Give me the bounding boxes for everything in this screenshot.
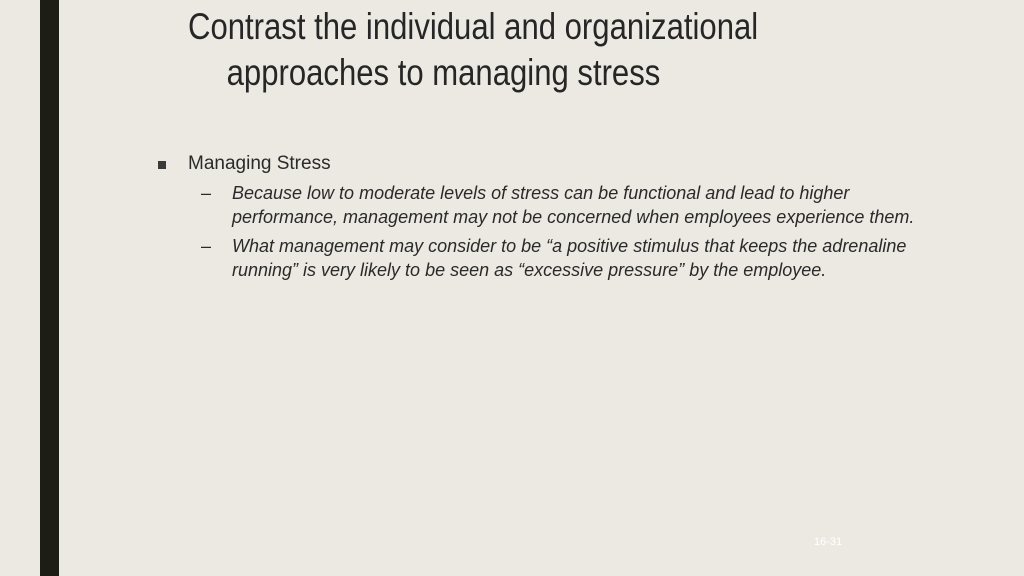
square-bullet-icon [158,161,166,169]
sub-bullet-list [155,181,915,282]
sub-bullet-text: Because low to moderate levels of stress can be functional and lead to higher performance, management may not be concerned when employees experience them. [232,183,915,227]
slide-number: 16-31 [814,536,843,548]
bullet-label: Managing Stress [188,153,331,174]
accent-bar [40,0,59,576]
slide-content [155,152,915,287]
bullet-item [155,152,915,176]
sub-bullet-item [155,181,915,229]
slide-title-line-1: Contrast the individual and organizational [188,6,759,47]
dash-marker: – [201,236,212,256]
dash-marker: – [201,183,212,203]
sub-bullet-text: What management may consider to be “a positive stimulus that keeps the adrenaline running” is very likely to be seen as “excessive pressure” by the employee. [232,236,907,280]
slide-title-line-2: approaches to managing stress [226,52,661,93]
sub-bullet-item [155,234,915,282]
slide-title [188,4,793,96]
